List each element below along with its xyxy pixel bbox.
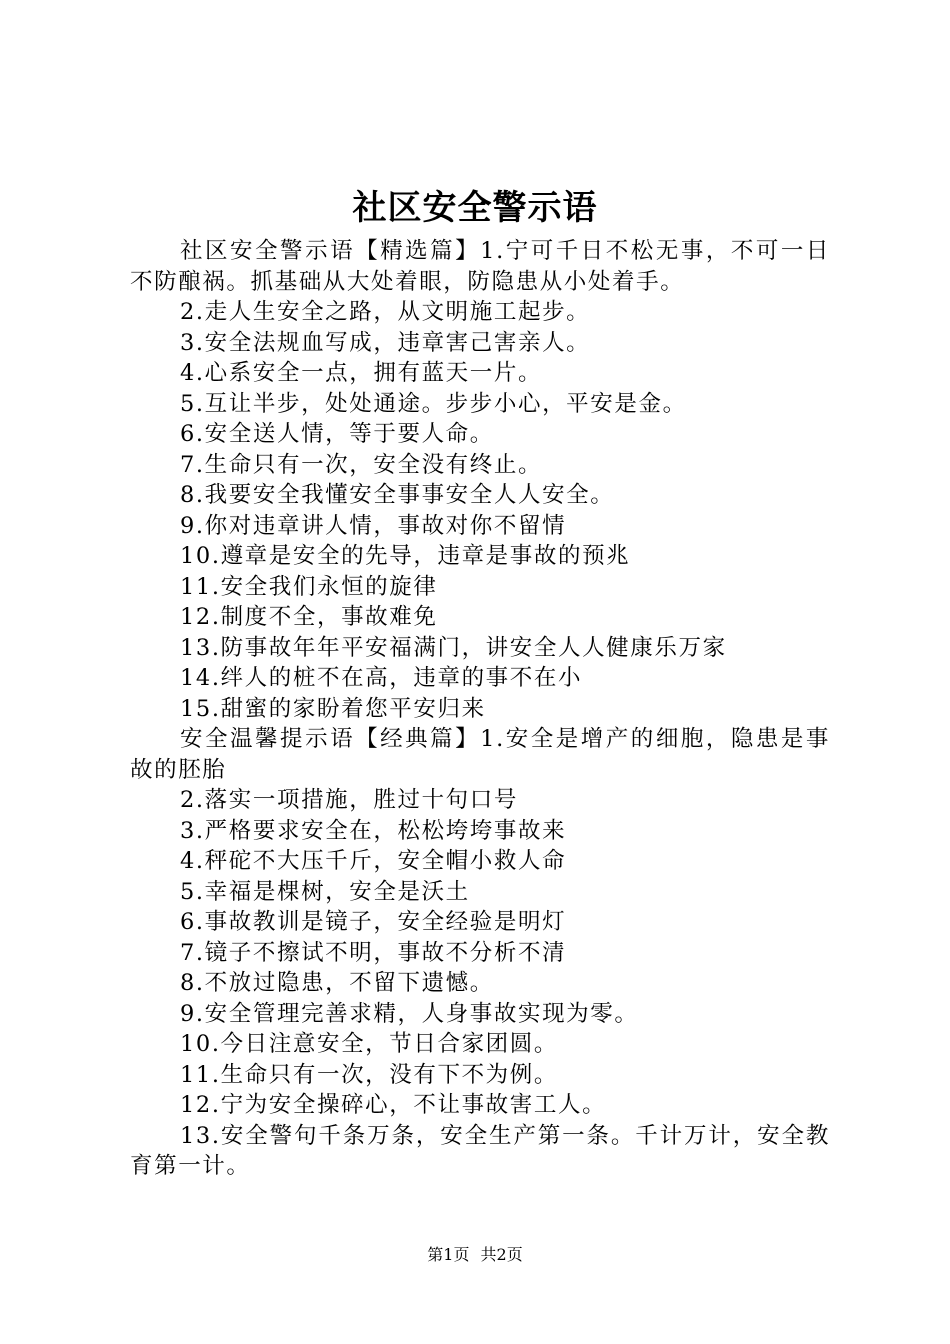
paragraph: 5.幸福是棵树，安全是沃土	[180, 878, 470, 905]
paragraph: 13.安全警句千条万条，安全生产第一条。千计万计，安全教育第一计。	[130, 1122, 830, 1179]
paragraph: 7.生命只有一次，安全没有终止。	[180, 451, 543, 478]
paragraph: 6.安全送人情，等于要人命。	[180, 421, 494, 447]
paragraph: 2.走人生安全之路，从文明施工起步。	[180, 299, 591, 325]
paragraph: 3.安全法规血写成，违章害己害亲人。	[180, 329, 591, 356]
paragraph: 11.安全我们永恒的旋律	[180, 573, 438, 600]
paragraph: 15.甜蜜的家盼着您平安归来	[180, 695, 486, 722]
paragraph: 12.制度不全，事故难免	[180, 604, 438, 630]
paragraph: 8.不放过隐患，不留下遗憾。	[180, 970, 494, 996]
paragraph: 4.秤砣不大压千斤，安全帽小救人命	[180, 848, 567, 874]
paragraph: 13.防事故年年平安福满门，讲安全人人健康乐万家	[180, 634, 727, 661]
page-total: 共2页	[480, 1245, 523, 1264]
paragraph: 2.落实一项措施，胜过十句口号	[180, 787, 518, 813]
document-title: 社区安全警示语	[352, 188, 598, 228]
paragraph: 4.心系安全一点，拥有蓝天一片。	[180, 360, 543, 386]
paragraph: 9.你对违章讲人情，事故对你不留情	[180, 512, 567, 539]
paragraph: 11.生命只有一次，没有下不为例。	[180, 1061, 558, 1088]
paragraph: 8.我要安全我懂安全事事安全人人安全。	[180, 482, 615, 508]
paragraph: 12.宁为安全操碎心，不让事故害工人。	[180, 1092, 607, 1118]
document-body	[130, 236, 830, 1182]
paragraph: 安全温馨提示语【经典篇】1.安全是增产的细胞，隐患是事故的胚胎	[130, 726, 830, 783]
paragraph: 10.今日注意安全，节日合家团圆。	[180, 1031, 558, 1057]
paragraph: 10.遵章是安全的先导，违章是事故的预兆	[180, 543, 631, 569]
page-footer	[0, 1245, 950, 1265]
paragraph: 社区安全警示语【精选篇】1.宁可千日不松无事，不可一日不防酿祸。抓基础从大处着眼，防隐患从小处着手。	[130, 238, 830, 295]
paragraph: 14.绊人的桩不在高，违章的事不在小	[180, 665, 583, 691]
paragraph: 3.严格要求安全在，松松垮垮事故来	[180, 817, 567, 844]
paragraph: 7.镜子不擦试不明，事故不分析不清	[180, 939, 567, 966]
paragraph: 9.安全管理完善求精，人身事故实现为零。	[180, 1000, 639, 1027]
paragraph: 6.事故教训是镜子，安全经验是明灯	[180, 909, 567, 935]
page-number: 第1页	[427, 1245, 470, 1264]
paragraph: 5.互让半步，处处通途。步步小心，平安是金。	[180, 390, 687, 417]
